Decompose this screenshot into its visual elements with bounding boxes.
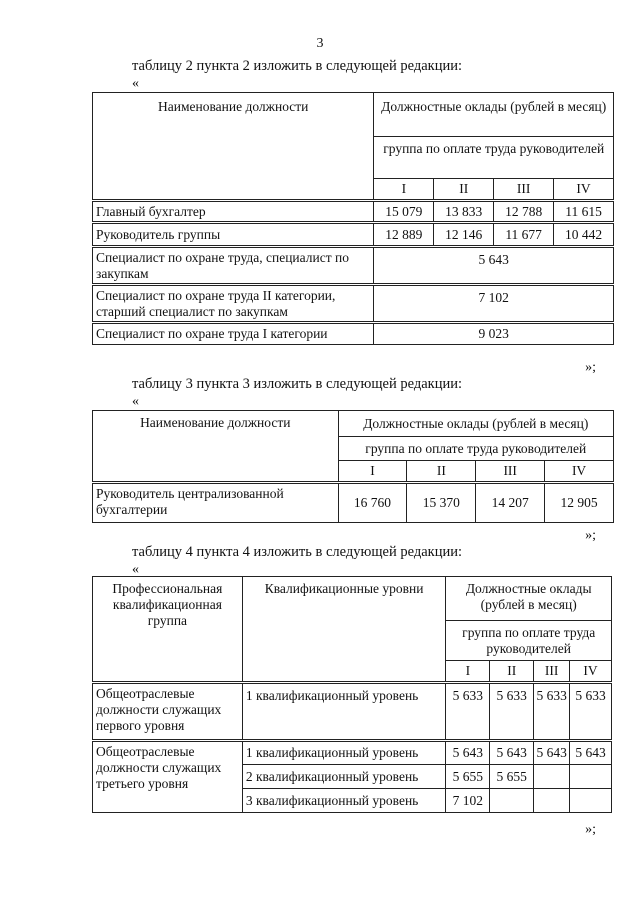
table3-roman-4: IV	[545, 461, 614, 483]
table-3	[92, 410, 614, 523]
table-row	[93, 201, 614, 223]
section3-open-quote: «	[132, 394, 139, 409]
table4-cell: 5 633	[490, 683, 534, 741]
table2-merged-value: 9 023	[374, 323, 614, 345]
table2-header-salary: Должностные оклады (рублей в месяц)	[374, 93, 614, 137]
table4-cell: 5 643	[490, 741, 534, 765]
table2-cell: 11 615	[554, 201, 614, 223]
table2-row-name: Руководитель группы	[93, 223, 374, 247]
table2-roman-4: IV	[554, 179, 614, 201]
table2-roman-2: II	[434, 179, 494, 201]
table4-cell	[570, 765, 612, 789]
table2-cell: 10 442	[554, 223, 614, 247]
section2-open-quote: «	[132, 76, 139, 91]
table4-level: 1 квалификационный уровень	[242, 683, 446, 741]
table4-group-name: Общеотраслевые должности служащих третьего уровня	[93, 741, 243, 813]
table-2	[92, 92, 614, 345]
table2-row-name: Специалист по охране труда I категории	[93, 323, 374, 345]
table-row	[93, 247, 614, 285]
table-row	[93, 285, 614, 323]
table4-cell: 5 643	[534, 741, 570, 765]
table3-row-name: Руководитель централизованной бухгалтерии	[93, 483, 339, 523]
table2-cell: 12 146	[434, 223, 494, 247]
table-row	[93, 223, 614, 247]
table4-cell: 5 633	[446, 683, 490, 741]
table2-header-position: Наименование должности	[93, 93, 374, 201]
table2-roman-1: I	[374, 179, 434, 201]
table4-cell: 7 102	[446, 789, 490, 813]
table2-cell: 11 677	[494, 223, 554, 247]
table4-header-group: Профессиональная квалификационная группа	[93, 577, 243, 683]
table2-row-name: Специалист по охране труда, специалист по закупкам	[93, 247, 374, 285]
table4-cell	[534, 765, 570, 789]
table4-group-name: Общеотраслевые должности служащих первого уровня	[93, 683, 243, 741]
table4-cell	[490, 789, 534, 813]
table4-header-paygroup: группа по оплате труда руководителей	[446, 621, 612, 661]
table3-roman-1: I	[338, 461, 407, 483]
table2-cell: 12 788	[494, 201, 554, 223]
table2-merged-value: 5 643	[374, 247, 614, 285]
table3-header-position: Наименование должности	[93, 411, 339, 483]
table2-cell: 12 889	[374, 223, 434, 247]
table2-row-name: Главный бухгалтер	[93, 201, 374, 223]
table4-cell: 5 655	[490, 765, 534, 789]
table2-header-group: группа по оплате труда руководителей	[374, 137, 614, 179]
table-row	[93, 741, 612, 765]
table2-roman-3: III	[494, 179, 554, 201]
table3-cell: 16 760	[338, 483, 407, 523]
section3-close-quote: »;	[585, 528, 596, 543]
section2-intro: таблицу 2 пункта 2 изложить в следующей редакции:	[132, 58, 463, 74]
table3-roman-3: III	[476, 461, 545, 483]
table4-cell: 5 643	[570, 741, 612, 765]
table3-cell: 15 370	[407, 483, 476, 523]
table4-level: 2 квалификационный уровень	[242, 765, 446, 789]
table4-roman-2: II	[490, 661, 534, 683]
table4-header-salary: Должностные оклады (рублей в месяц)	[446, 577, 612, 621]
table4-roman-4: IV	[570, 661, 612, 683]
table3-cell: 12 905	[545, 483, 614, 523]
page-number: 3	[316, 36, 324, 51]
table2-merged-value: 7 102	[374, 285, 614, 323]
table3-header-group: группа по оплате труда руководителей	[338, 437, 613, 461]
section2-close-quote: »;	[585, 360, 596, 375]
section4-intro: таблицу 4 пункта 4 изложить в следующей редакции:	[132, 544, 463, 560]
table2-cell: 13 833	[434, 201, 494, 223]
table3-cell: 14 207	[476, 483, 545, 523]
table4-level: 3 квалификационный уровень	[242, 789, 446, 813]
table2-cell: 15 079	[374, 201, 434, 223]
table-row	[93, 323, 614, 345]
table4-roman-1: I	[446, 661, 490, 683]
table4-cell: 5 633	[570, 683, 612, 741]
table4-header-levels: Квалификационные уровни	[242, 577, 446, 683]
table3-header-salary: Должностные оклады (рублей в месяц)	[338, 411, 613, 437]
table3-roman-2: II	[407, 461, 476, 483]
section4-close-quote: »;	[585, 822, 596, 837]
table4-level: 1 квалификационный уровень	[242, 741, 446, 765]
table4-cell	[534, 789, 570, 813]
section4-open-quote: «	[132, 562, 139, 577]
table-row	[93, 483, 614, 523]
table2-row-name: Специалист по охране труда II категории, старший специалист по закупкам	[93, 285, 374, 323]
table4-cell: 5 643	[446, 741, 490, 765]
section3-intro: таблицу 3 пункта 3 изложить в следующей редакции:	[132, 376, 463, 392]
table-4	[92, 576, 612, 813]
table-row	[93, 683, 612, 741]
table4-cell: 5 655	[446, 765, 490, 789]
table4-cell	[570, 789, 612, 813]
table4-cell: 5 633	[534, 683, 570, 741]
table4-roman-3: III	[534, 661, 570, 683]
